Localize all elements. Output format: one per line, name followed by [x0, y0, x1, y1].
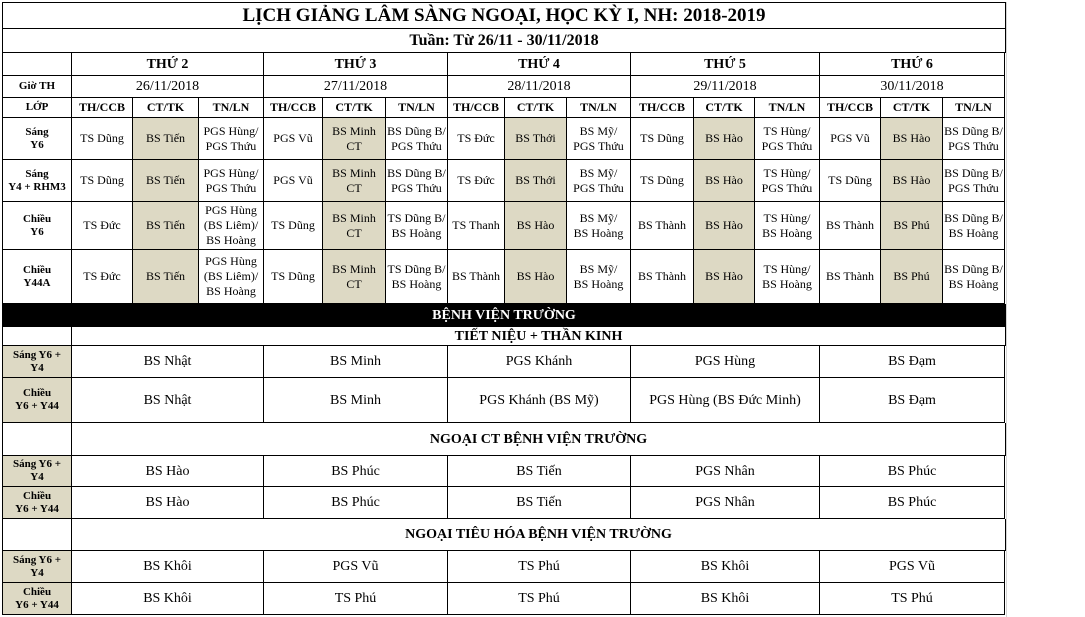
teacher-cell[interactable]: TS Hùng/ BS Hoàng	[755, 202, 820, 250]
teacher-cell[interactable]: PGS Hùng (BS Liêm)/ BS Hoàng	[199, 202, 264, 250]
teacher-cell[interactable]: BS Thành	[820, 250, 881, 304]
doctor-cell[interactable]: PGS Khánh (BS Mỹ)	[448, 378, 631, 423]
teacher-cell[interactable]: BS Dũng B/ BS Hoàng	[943, 250, 1005, 304]
teacher-cell[interactable]: TS Dũng	[72, 160, 133, 202]
day-date[interactable]: 26/11/2018	[72, 76, 264, 98]
teacher-cell[interactable]: TS Hùng/ PGS Thứu	[755, 118, 820, 160]
teacher-cell[interactable]: BS Mỹ/ PGS Thứu	[567, 118, 631, 160]
teacher-cell[interactable]: BS Hào	[694, 250, 755, 304]
doctor-cell[interactable]: PGS Vũ	[820, 551, 1005, 583]
teacher-cell[interactable]: TS Dũng	[264, 250, 323, 304]
doctor-cell[interactable]: BS Hào	[72, 487, 264, 519]
teacher-cell[interactable]: PGS Vũ	[264, 160, 323, 202]
doctor-cell[interactable]: TS Phú	[820, 583, 1005, 615]
teacher-cell[interactable]: TS Dũng	[72, 118, 133, 160]
teacher-cell[interactable]: TS Đức	[448, 160, 505, 202]
doctor-cell[interactable]: BS Hào	[72, 456, 264, 487]
section-title[interactable]: NGOẠI CT BỆNH VIỆN TRƯỜNG	[72, 423, 1006, 456]
sheet-gridline	[1006, 2, 1007, 617]
teacher-cell[interactable]: TS Hùng/ BS Hoàng	[755, 250, 820, 304]
doctor-cell[interactable]: BS Đạm	[820, 346, 1005, 378]
doctor-cell[interactable]: BS Tiến	[448, 487, 631, 519]
teacher-cell[interactable]: BS Hào	[505, 202, 567, 250]
gio-th-label[interactable]: Giờ TH	[2, 76, 72, 98]
teacher-cell[interactable]: BS Dũng B/ PGS Thứu	[386, 160, 448, 202]
doctor-cell[interactable]: BS Khôi	[72, 551, 264, 583]
day-name[interactable]: THỨ 5	[631, 53, 820, 76]
teacher-cell[interactable]: BS Tiến	[133, 118, 199, 160]
subcol-header[interactable]: TN/LN	[943, 98, 1005, 118]
doctor-cell[interactable]: TS Phú	[448, 583, 631, 615]
subcol-header[interactable]: TH/CCB	[264, 98, 323, 118]
subcol-header[interactable]: TN/LN	[386, 98, 448, 118]
doctor-cell[interactable]: TS Phú	[448, 551, 631, 583]
teacher-cell[interactable]: BS Minh CT	[323, 118, 386, 160]
subcol-header[interactable]: CT/TK	[881, 98, 943, 118]
subcol-header[interactable]: TH/CCB	[631, 98, 694, 118]
teacher-cell[interactable]: BS Tiến	[133, 202, 199, 250]
lop-label[interactable]: LỚP	[2, 98, 72, 118]
teacher-cell[interactable]: TS Hùng/ PGS Thứu	[755, 160, 820, 202]
teacher-cell[interactable]: BS Mỹ/ BS Hoàng	[567, 202, 631, 250]
subcol-header[interactable]: CT/TK	[505, 98, 567, 118]
teacher-cell[interactable]: BS Phú	[881, 250, 943, 304]
doctor-cell[interactable]: PGS Nhân	[631, 487, 820, 519]
subcol-header[interactable]: TN/LN	[567, 98, 631, 118]
teacher-cell[interactable]: BS Hào	[881, 160, 943, 202]
teacher-cell[interactable]: BS Hào	[694, 118, 755, 160]
section-label-blank[interactable]	[2, 519, 72, 551]
doctor-cell[interactable]: BS Khôi	[631, 583, 820, 615]
teacher-cell[interactable]: BS Tiến	[133, 250, 199, 304]
teacher-cell[interactable]: PGS Hùng (BS Liêm)/ BS Hoàng	[199, 250, 264, 304]
teacher-cell[interactable]: BS Dũng B/ BS Hoàng	[943, 202, 1005, 250]
doctor-cell[interactable]: BS Minh	[264, 346, 448, 378]
teacher-cell[interactable]: BS Hào	[881, 118, 943, 160]
shift-label[interactable]: Sáng Y6 + Y4	[2, 456, 72, 487]
day-name[interactable]: THỨ 3	[264, 53, 448, 76]
teacher-cell[interactable]: TS Dũng	[631, 118, 694, 160]
teacher-cell[interactable]: PGS Hùng/ PGS Thứu	[199, 118, 264, 160]
doctor-cell[interactable]: BS Minh	[264, 378, 448, 423]
subcol-header[interactable]: TH/CCB	[72, 98, 133, 118]
subcol-header[interactable]: TN/LN	[755, 98, 820, 118]
day-name[interactable]: THỨ 6	[820, 53, 1005, 76]
subcol-header[interactable]: CT/TK	[323, 98, 386, 118]
teacher-cell[interactable]: BS Thới	[505, 160, 567, 202]
teacher-cell[interactable]: BS Hào	[694, 160, 755, 202]
day-name[interactable]: THỨ 2	[72, 53, 264, 76]
doctor-cell[interactable]: PGS Khánh	[448, 346, 631, 378]
teacher-cell[interactable]: BS Phú	[881, 202, 943, 250]
subcol-header[interactable]: TN/LN	[199, 98, 264, 118]
subcol-header[interactable]: TH/CCB	[448, 98, 505, 118]
teacher-cell[interactable]: TS Dũng	[631, 160, 694, 202]
subcol-header[interactable]: CT/TK	[133, 98, 199, 118]
teacher-cell[interactable]: BS Dũng B/ PGS Thứu	[943, 118, 1005, 160]
class-label[interactable]: Sáng Y4 + RHM3	[2, 160, 72, 202]
teacher-cell[interactable]: BS Tiến	[133, 160, 199, 202]
teacher-cell[interactable]: BS Minh CT	[323, 250, 386, 304]
doctor-cell[interactable]: BS Nhật	[72, 378, 264, 423]
shift-label[interactable]: Chiều Y6 + Y44	[2, 378, 72, 423]
day-date[interactable]: 29/11/2018	[631, 76, 820, 98]
section-label-blank[interactable]	[2, 327, 72, 346]
day-name[interactable]: THỨ 4	[448, 53, 631, 76]
subcol-header[interactable]: CT/TK	[694, 98, 755, 118]
teacher-cell[interactable]: BS Minh CT	[323, 202, 386, 250]
corner-blank[interactable]	[2, 53, 72, 76]
page-title[interactable]: LỊCH GIẢNG LÂM SÀNG NGOẠI, HỌC KỲ I, NH: 2018-2019	[2, 2, 1006, 29]
teacher-cell[interactable]: BS Thành	[448, 250, 505, 304]
doctor-cell[interactable]: BS Phúc	[264, 487, 448, 519]
teacher-cell[interactable]: BS Hào	[505, 250, 567, 304]
week-range[interactable]: Tuần: Từ 26/11 - 30/11/2018	[2, 29, 1006, 53]
section-title[interactable]: TIẾT NIỆU + THẦN KINH	[72, 327, 1006, 346]
teacher-cell[interactable]: PGS Hùng/ PGS Thứu	[199, 160, 264, 202]
teacher-cell[interactable]: BS Mỹ/ PGS Thứu	[567, 160, 631, 202]
teacher-cell[interactable]: TS Dũng	[820, 160, 881, 202]
hospital-title-bar[interactable]: BỆNH VIỆN TRƯỜNG	[2, 304, 1006, 327]
teacher-cell[interactable]: BS Dũng B/ PGS Thứu	[386, 118, 448, 160]
doctor-cell[interactable]: BS Phúc	[820, 456, 1005, 487]
doctor-cell[interactable]: BS Nhật	[72, 346, 264, 378]
doctor-cell[interactable]: PGS Hùng	[631, 346, 820, 378]
teacher-cell[interactable]: TS Dũng B/ BS Hoàng	[386, 202, 448, 250]
doctor-cell[interactable]: PGS Nhân	[631, 456, 820, 487]
teacher-cell[interactable]: TS Dũng	[264, 202, 323, 250]
teacher-cell[interactable]: BS Thới	[505, 118, 567, 160]
doctor-cell[interactable]: BS Phúc	[820, 487, 1005, 519]
doctor-cell[interactable]: BS Đạm	[820, 378, 1005, 423]
shift-label[interactable]: Chiều Y6 + Y44	[2, 487, 72, 519]
teacher-cell[interactable]: TS Thanh	[448, 202, 505, 250]
teacher-cell[interactable]: BS Hào	[694, 202, 755, 250]
teacher-cell[interactable]: BS Thành	[631, 202, 694, 250]
teacher-cell[interactable]: PGS Vũ	[820, 118, 881, 160]
class-label[interactable]: Chiều Y6	[2, 202, 72, 250]
teacher-cell[interactable]: BS Thành	[820, 202, 881, 250]
teacher-cell[interactable]: BS Dũng B/ PGS Thứu	[943, 160, 1005, 202]
shift-label[interactable]: Sáng Y6 + Y4	[2, 551, 72, 583]
day-date[interactable]: 27/11/2018	[264, 76, 448, 98]
doctor-cell[interactable]: BS Khôi	[631, 551, 820, 583]
class-label[interactable]: Chiều Y44A	[2, 250, 72, 304]
shift-label[interactable]: Chiều Y6 + Y44	[2, 583, 72, 615]
doctor-cell[interactable]: BS Khôi	[72, 583, 264, 615]
day-date[interactable]: 28/11/2018	[448, 76, 631, 98]
teacher-cell[interactable]: TS Đức	[448, 118, 505, 160]
teacher-cell[interactable]: PGS Vũ	[264, 118, 323, 160]
teacher-cell[interactable]: TS Đức	[72, 202, 133, 250]
shift-label[interactable]: Sáng Y6 + Y4	[2, 346, 72, 378]
teacher-cell[interactable]: TS Dũng B/ BS Hoàng	[386, 250, 448, 304]
teacher-cell[interactable]: BS Mỹ/ BS Hoàng	[567, 250, 631, 304]
teacher-cell[interactable]: BS Thành	[631, 250, 694, 304]
doctor-cell[interactable]: PGS Vũ	[264, 551, 448, 583]
doctor-cell[interactable]: PGS Hùng (BS Đức Minh)	[631, 378, 820, 423]
teacher-cell[interactable]: BS Minh CT	[323, 160, 386, 202]
doctor-cell[interactable]: BS Tiến	[448, 456, 631, 487]
doctor-cell[interactable]: BS Phúc	[264, 456, 448, 487]
teacher-cell[interactable]: TS Đức	[72, 250, 133, 304]
section-title[interactable]: NGOẠI TIÊU HÓA BỆNH VIỆN TRƯỜNG	[72, 519, 1006, 551]
subcol-header[interactable]: TH/CCB	[820, 98, 881, 118]
section-label-blank[interactable]	[2, 423, 72, 456]
doctor-cell[interactable]: TS Phú	[264, 583, 448, 615]
day-date[interactable]: 30/11/2018	[820, 76, 1005, 98]
class-label[interactable]: Sáng Y6	[2, 118, 72, 160]
